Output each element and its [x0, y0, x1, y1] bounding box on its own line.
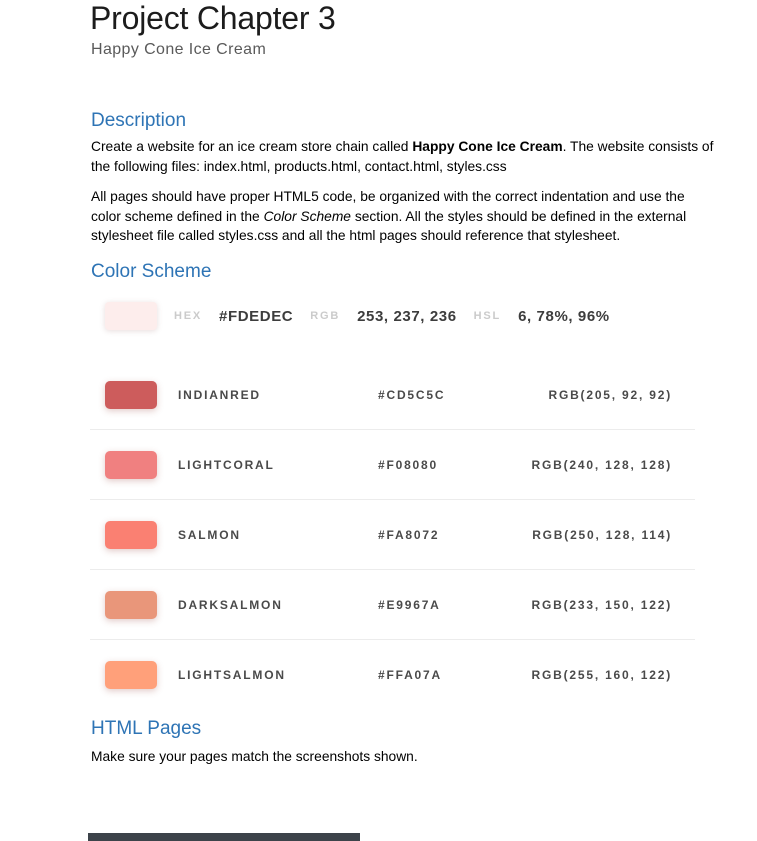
color-row-lightcoral [90, 430, 695, 500]
paragraph-text: Create a website for an ice cream store chain called [91, 139, 413, 154]
paragraph-bold-text: Happy Cone Ice Cream [412, 139, 563, 154]
section-heading-description: Description [91, 110, 187, 131]
color-hex: #FA8072 [378, 527, 440, 542]
color-rgb: RGB(255, 160, 122) [531, 668, 672, 682]
color-hex: #FFA07A [378, 668, 442, 682]
color-swatch [105, 661, 157, 689]
color-swatch [105, 381, 157, 409]
paragraph-italic-text: Color Scheme [263, 208, 351, 224]
description-paragraph-1 [91, 137, 715, 176]
html-pages-paragraph: Make sure your pages match the screenshots shown. [91, 749, 418, 764]
hex-value: #FDEDEC [219, 307, 294, 325]
color-swatch [105, 521, 157, 549]
color-hex: #CD5C5C [378, 387, 446, 402]
cutoff-screenshot-edge [88, 833, 360, 841]
hsl-value: 6, 78%, 96% [518, 307, 610, 325]
description-paragraph-2 [91, 187, 715, 246]
rgb-label: RGB [310, 310, 341, 322]
color-row-salmon [90, 500, 695, 570]
color-swatch [105, 591, 157, 619]
color-hex: #F08080 [378, 457, 438, 472]
color-rgb: RGB(233, 150, 122) [531, 597, 672, 612]
paragraph-text: section. All the styles should be defined in the external stylesheet file called styles.css and all the html pages should reference that stylesheet. [91, 208, 687, 243]
color-rgb: RGB(240, 128, 128) [531, 457, 672, 472]
color-table [90, 360, 695, 710]
color-rgb: RGB(250, 128, 114) [532, 527, 672, 542]
section-heading-html-pages: HTML Pages [91, 718, 202, 739]
hero-color-swatch [105, 302, 157, 330]
paragraph-text: . The website consists of the following files: index.html, products.html, contact.html, styles.css [91, 139, 714, 174]
color-row-lightsalmon [90, 640, 695, 710]
page-subtitle: Happy Cone Ice Cream [91, 41, 267, 58]
color-row-indianred [90, 360, 695, 430]
paragraph-text: All pages should have proper HTML5 code, be organized with the correct indentation and use the color scheme defined in the [91, 189, 685, 224]
section-heading-color-scheme: Color Scheme [91, 261, 212, 282]
hsl-label: HSL [473, 310, 502, 322]
color-name: SALMON [178, 527, 241, 542]
hero-color-row [105, 301, 705, 331]
rgb-value: 253, 237, 236 [357, 307, 457, 325]
color-hex: #E9967A [378, 597, 441, 612]
color-swatch [105, 451, 157, 479]
color-rgb: RGB(205, 92, 92) [548, 387, 672, 402]
color-row-darksalmon [90, 570, 695, 640]
color-name: LIGHTCORAL [178, 457, 275, 472]
color-name: INDIANRED [178, 387, 261, 402]
color-name: DARKSALMON [178, 597, 283, 612]
hex-label: HEX [174, 310, 203, 322]
color-name: LIGHTSALMON [178, 668, 286, 682]
page-title: Project Chapter 3 [90, 0, 336, 36]
